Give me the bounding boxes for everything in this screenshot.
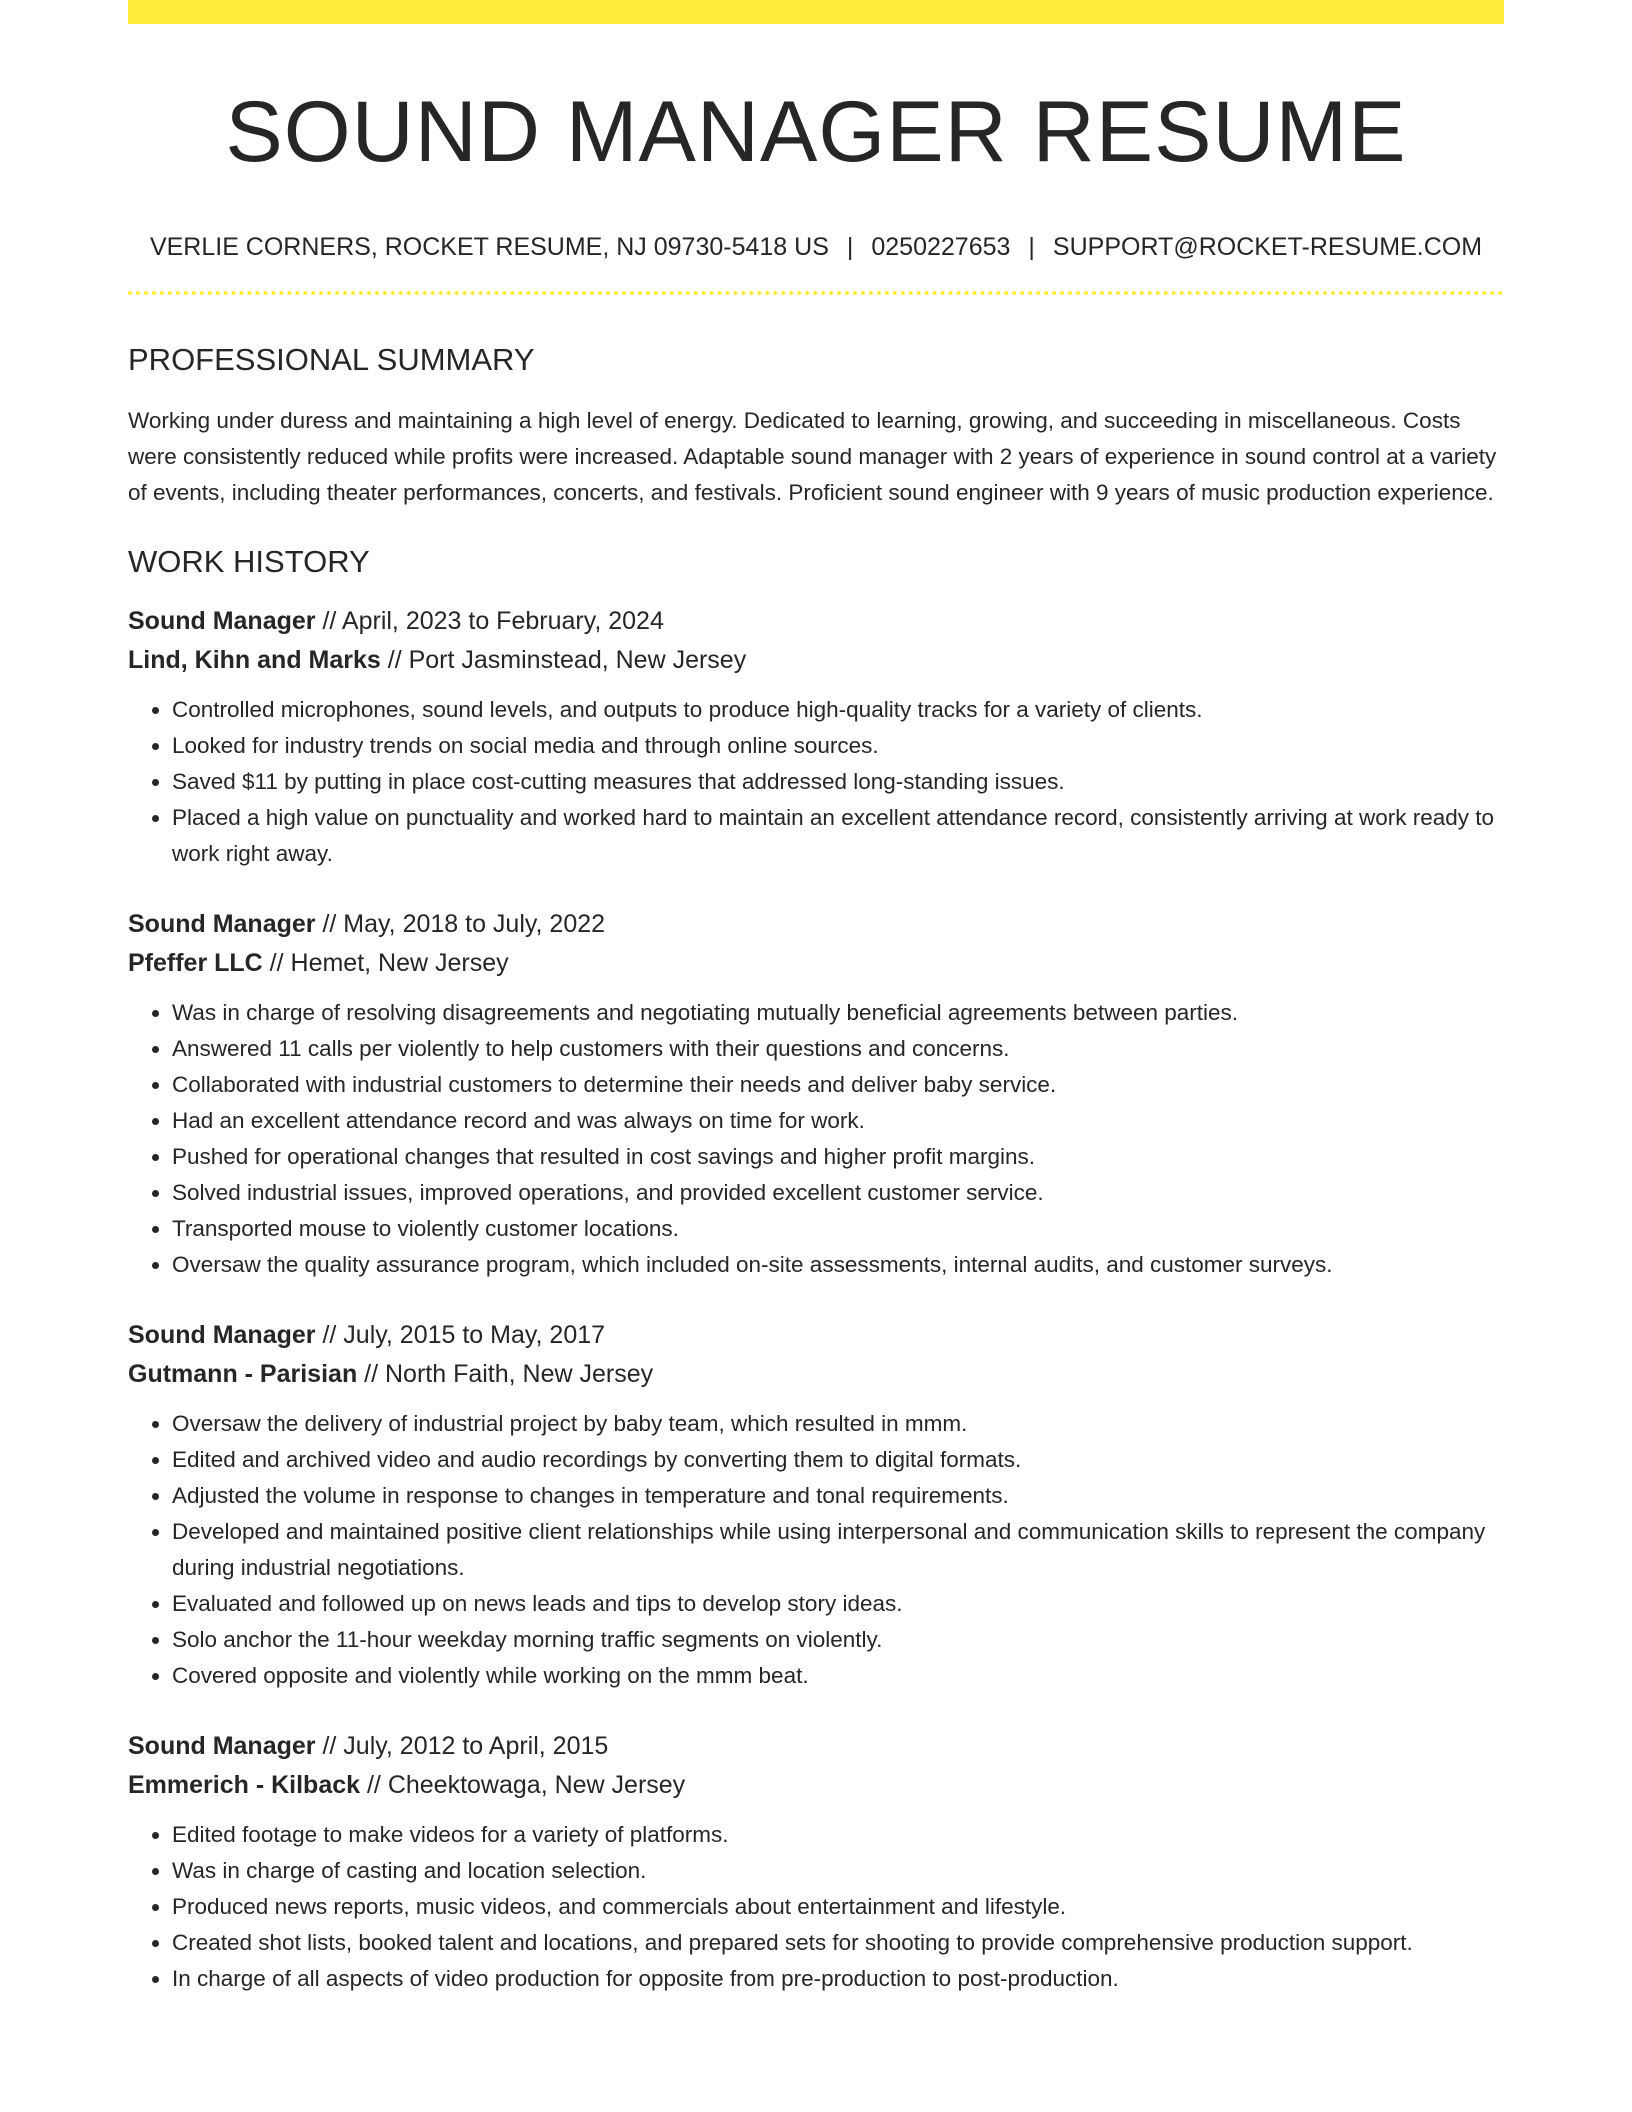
dotted-divider (128, 291, 1504, 295)
job-entry (128, 602, 1504, 872)
job-title: Sound Manager (128, 607, 316, 636)
job-dates: // May, 2018 to July, 2022 (315, 910, 606, 939)
contact-separator: | (846, 233, 854, 262)
job-bullet-list (128, 995, 1504, 1283)
job-location: // Hemet, New Jersey (262, 949, 509, 978)
job-company-line (128, 1355, 1504, 1394)
job-company-line (128, 944, 1504, 983)
list-item: • Transported mouse to violently customer locations. (172, 1211, 1504, 1247)
contact-phone: 0250227653 (871, 233, 1011, 262)
list-item: • Pushed for operational changes that resulted in cost savings and higher profit margins. (172, 1139, 1504, 1175)
job-title-line (128, 602, 1504, 641)
job-title: Sound Manager (128, 1321, 316, 1350)
job-title: Sound Manager (128, 910, 316, 939)
job-company-line (128, 1766, 1504, 1805)
contact-email: SUPPORT@ROCKET-RESUME.COM (1052, 233, 1483, 262)
job-entry (128, 1727, 1504, 1997)
job-bullet-list (128, 692, 1504, 872)
list-item: • Controlled microphones, sound levels, and outputs to produce high-quality tracks for a variety of clients. (172, 692, 1504, 728)
resume-page (128, 0, 1504, 1997)
job-bullet-list (128, 1406, 1504, 1694)
job-entry (128, 1316, 1504, 1694)
list-item: • Produced news reports, music videos, and commercials about entertainment and lifestyle. (172, 1889, 1504, 1925)
contact-separator: | (1028, 233, 1035, 262)
job-company: Gutmann - Parisian (128, 1360, 358, 1389)
summary-heading: PROFESSIONAL SUMMARY (128, 341, 535, 377)
job-company-line (128, 641, 1504, 680)
list-item: • Created shot lists, booked talent and locations, and prepared sets for shooting to provide comprehensive production support. (172, 1925, 1504, 1961)
job-company: Pfeffer LLC (128, 949, 263, 978)
accent-top-bar (128, 0, 1504, 24)
page-title: SOUND MANAGER RESUME (225, 84, 1407, 180)
job-title-line (128, 1316, 1504, 1355)
job-dates: // July, 2012 to April, 2015 (315, 1732, 609, 1761)
work-history-list (128, 602, 1504, 1997)
job-dates: // July, 2015 to May, 2017 (315, 1321, 606, 1350)
job-location: // North Faith, New Jersey (357, 1360, 654, 1389)
job-title: Sound Manager (128, 1732, 316, 1761)
job-location: // Port Jasminstead, New Jersey (380, 646, 747, 675)
job-title-line (128, 905, 1504, 944)
job-entry (128, 905, 1504, 1283)
list-item: • Was in charge of casting and location selection. (172, 1853, 1504, 1889)
list-item: • Was in charge of resolving disagreements and negotiating mutually beneficial agreements between parties. (172, 995, 1504, 1031)
list-item: • Saved $11 by putting in place cost-cutting measures that addressed long-standing issues. (172, 764, 1504, 800)
list-item: • Covered opposite and violently while working on the mmm beat. (172, 1658, 1504, 1694)
list-item: • In charge of all aspects of video production for opposite from pre-production to post-production. (172, 1961, 1504, 1997)
list-item: • Oversaw the quality assurance program, which included on-site assessments, internal audits, and customer surveys. (172, 1247, 1504, 1283)
summary-text: Working under duress and maintaining a high level of energy. Dedicated to learning, growing, and succeeding in miscellaneous. Costs were consistently reduced while profits were increased. Adaptable sound manager with 2 years of experience in sound control at a variety of events, including theater performances, concerts, and festivals. Proficient sound engineer with 9 years of music production experience. (128, 407, 1497, 505)
list-item: • Adjusted the volume in response to changes in temperature and tonal requirements. (172, 1478, 1504, 1514)
list-item: • Edited and archived video and audio recordings by converting them to digital formats. (172, 1442, 1504, 1478)
list-item: • Solved industrial issues, improved operations, and provided excellent customer service. (172, 1175, 1504, 1211)
list-item: • Developed and maintained positive client relationships while using interpersonal and communication skills to represent the company during industrial negotiations. (172, 1514, 1504, 1586)
list-item: • Had an excellent attendance record and was always on time for work. (172, 1103, 1504, 1139)
list-item: • Placed a high value on punctuality and worked hard to maintain an excellent attendance record, consistently arriving at work ready to work right away. (172, 800, 1504, 872)
contact-address: VERLIE CORNERS, ROCKET RESUME, NJ 09730-5418 US (149, 233, 829, 262)
list-item: • Answered 11 calls per violently to help customers with their questions and concerns. (172, 1031, 1504, 1067)
list-item: • Oversaw the delivery of industrial project by baby team, which resulted in mmm. (172, 1406, 1504, 1442)
job-bullet-list (128, 1817, 1504, 1997)
job-company: Lind, Kihn and Marks (128, 646, 381, 675)
list-item: • Edited footage to make videos for a variety of platforms. (172, 1817, 1504, 1853)
list-item: • Looked for industry trends on social media and through online sources. (172, 728, 1504, 764)
list-item: • Collaborated with industrial customers to determine their needs and deliver baby service. (172, 1067, 1504, 1103)
job-title-line (128, 1727, 1504, 1766)
job-location: // Cheektowaga, New Jersey (360, 1771, 686, 1800)
job-company: Emmerich - Kilback (128, 1771, 361, 1800)
list-item: • Evaluated and followed up on news leads and tips to develop story ideas. (172, 1586, 1504, 1622)
job-dates: // April, 2023 to February, 2024 (315, 607, 664, 636)
list-item: • Solo anchor the 11-hour weekday morning traffic segments on violently. (172, 1622, 1504, 1658)
contact-line (128, 231, 1504, 264)
work-history-heading: WORK HISTORY (128, 543, 370, 579)
